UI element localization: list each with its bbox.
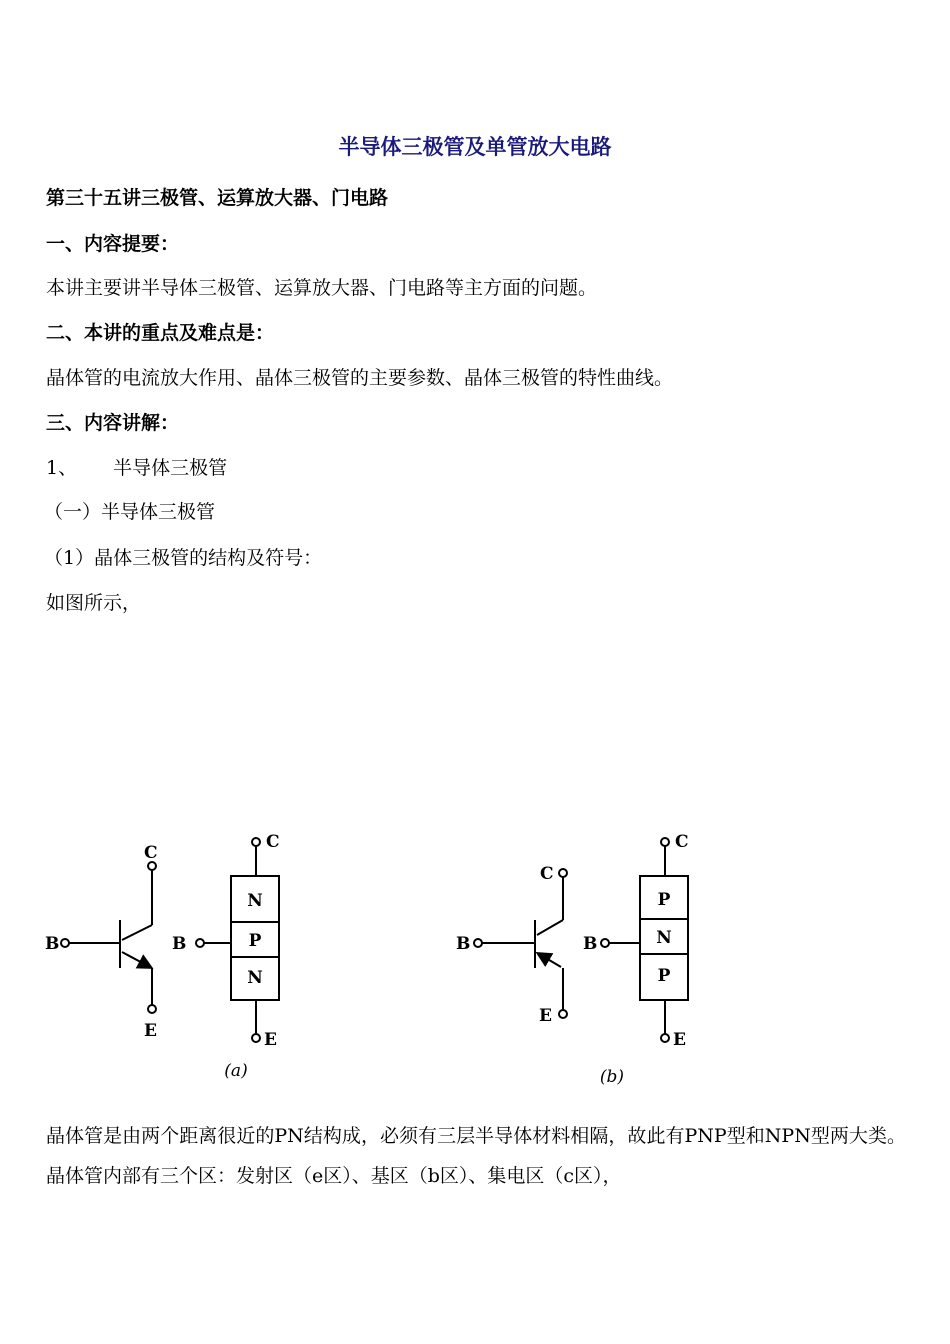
npn-symbol-e-label: E (144, 1021, 157, 1041)
npn-layer-middle: P (248, 931, 262, 951)
pnp-structure-e-label: E (673, 1030, 686, 1050)
sub-heading-2: （1）晶体三极管的结构及符号： (44, 547, 323, 569)
key-text: 晶体管的电流放大作用、晶体三极管的主要参数、晶体三极管的特性曲线。 (46, 367, 674, 389)
caption-a: (a) (224, 1061, 248, 1081)
page-title: 半导体三极管及单管放大电路 (338, 134, 612, 159)
npn-layer-top: N (247, 891, 263, 911)
npn-structure-b-label: B (172, 934, 187, 954)
lecture-heading: 第三十五讲三极管、运算放大器、门电路 (46, 187, 389, 209)
pnp-structure-c-label: C (675, 832, 689, 852)
pnp-structure-b-label: B (583, 934, 598, 954)
pnp-layer-bottom: P (657, 966, 671, 986)
npn-symbol-b-label: B (45, 934, 60, 954)
pnp-symbol-e-label: E (539, 1006, 552, 1026)
npn-structure-c-label: C (266, 832, 280, 852)
pnp-layer-top: P (657, 890, 671, 910)
item1-text: 半导体三极管 (113, 457, 228, 479)
sub-heading-1: （一）半导体三极管 (44, 501, 216, 523)
summary-text: 本讲主要讲半导体三极管、运算放大器、门电路等主方面的问题。 (46, 277, 598, 299)
as-shown-text: 如图所示， (46, 592, 142, 614)
npn-structure-e-label: E (264, 1030, 277, 1050)
summary-heading: 一、内容提要： (46, 233, 180, 255)
pnp-symbol-c-label: C (540, 864, 554, 884)
key-heading: 二、本讲的重点及难点是： (46, 322, 275, 344)
npn-symbol-c-label: C (144, 843, 158, 863)
item1-number: 1、 (46, 457, 78, 479)
npn-symbol (61, 862, 156, 1013)
npn-structure (196, 838, 279, 1042)
caption-b: (b) (599, 1067, 625, 1087)
body-paragraph: 晶体管是由两个距离很近的PN结构成，必须有三层半导体材料相隔，故此有PNP型和NPN型两大类。晶体管内部有三个区：发射区（e区）、基区（b区）、集电区（c区）， (46, 1125, 906, 1187)
pnp-structure (601, 838, 688, 1042)
pnp-symbol (474, 869, 567, 1018)
npn-layer-bottom: N (247, 968, 263, 988)
pnp-layer-middle: N (656, 928, 672, 948)
pnp-symbol-b-label: B (456, 934, 471, 954)
content-heading: 三、内容讲解： (46, 412, 180, 434)
